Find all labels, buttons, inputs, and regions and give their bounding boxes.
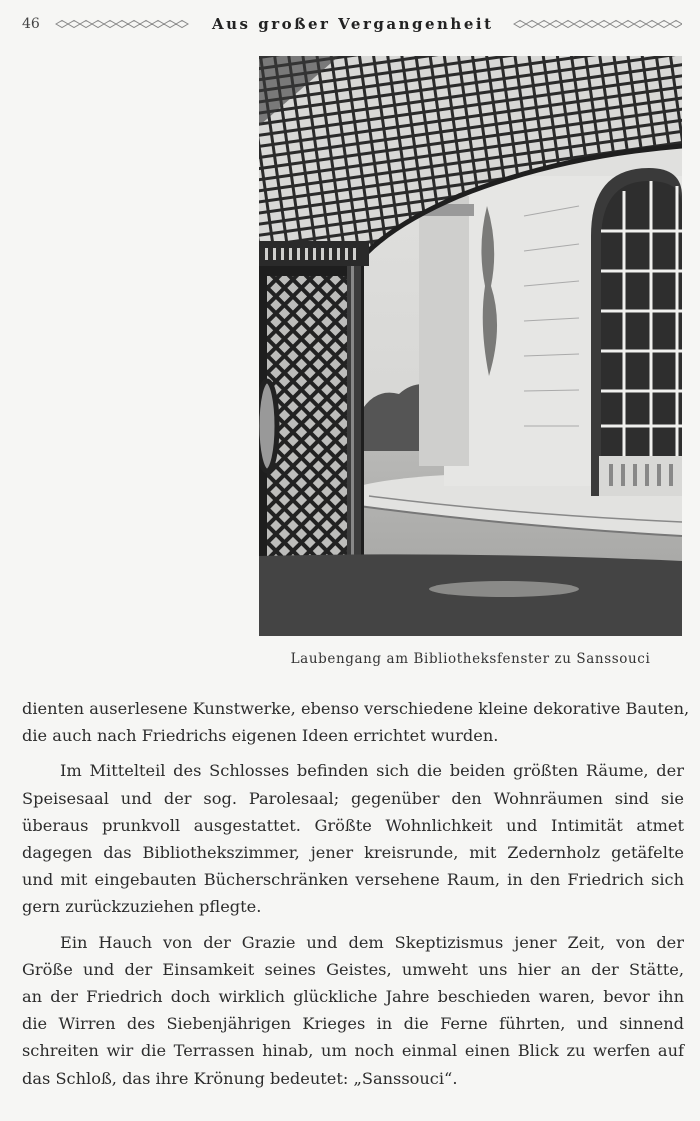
figure-caption: Laubengang am Bibliotheksfenster zu Sanssouci	[290, 651, 651, 667]
diamond-chain-ornament-left-icon	[54, 19, 194, 29]
paragraph-2	[22, 757, 684, 920]
text-line: dienten auserlesene Kunstwerke, ebenso verschiedene kleine dekorative Bauten,	[22, 699, 690, 718]
paragraph-3	[22, 929, 684, 1092]
text-line: Größe und der Einsamkeit seines Geistes, umweht uns hier an der Stätte,	[22, 959, 684, 979]
text-line: gern zurückzuziehen pflegte.	[22, 897, 262, 917]
text-line: dagegen das Bibliothekszimmer, jener kreisrunde, mit Zedernholz getäfelte	[22, 843, 684, 863]
text-line: Im Mittelteil des Schlosses befinden sich die beiden größten Räume, der	[60, 761, 684, 781]
text-line: an der Friedrich doch wirklich glückliche Jahre beschieden waren, bevor ihn	[22, 987, 684, 1007]
text-line: die auch nach Friedrichs eigenen Ideen errichtet wurden.	[22, 726, 499, 746]
text-line: die Wirren des Siebenjährigen Krieges in die Ferne führten, und sinnend	[22, 1014, 684, 1034]
paragraph-1	[22, 695, 690, 749]
diamond-chain-ornament-right-icon	[512, 19, 682, 29]
page-number: 46	[22, 16, 40, 32]
text-line: das Schloß, das ihre Krönung bedeutet: „Sanssouci“.	[22, 1068, 458, 1088]
photograph-trellis-arbor	[259, 56, 682, 636]
text-line: Speisesaal und der sog. Parolesaal; gegenüber den Wohnräumen sind sie	[22, 788, 684, 808]
running-header	[22, 12, 687, 36]
running-title: Aus großer Vergangenheit	[212, 15, 494, 33]
body-text	[22, 695, 690, 1092]
text-line: Ein Hauch von der Grazie und dem Skeptizismus jener Zeit, von der	[60, 932, 684, 952]
text-line: und mit eingebauten Bücherschränken versehene Raum, in den Friedrich sich	[22, 870, 684, 890]
text-line: überaus prunkvoll ausgestattet. Größte Wohnlichkeit und Intimität atmet	[22, 815, 684, 835]
text-line: schreiten wir die Terrassen hinab, um noch einmal einen Blick zu werfen auf	[22, 1041, 684, 1061]
